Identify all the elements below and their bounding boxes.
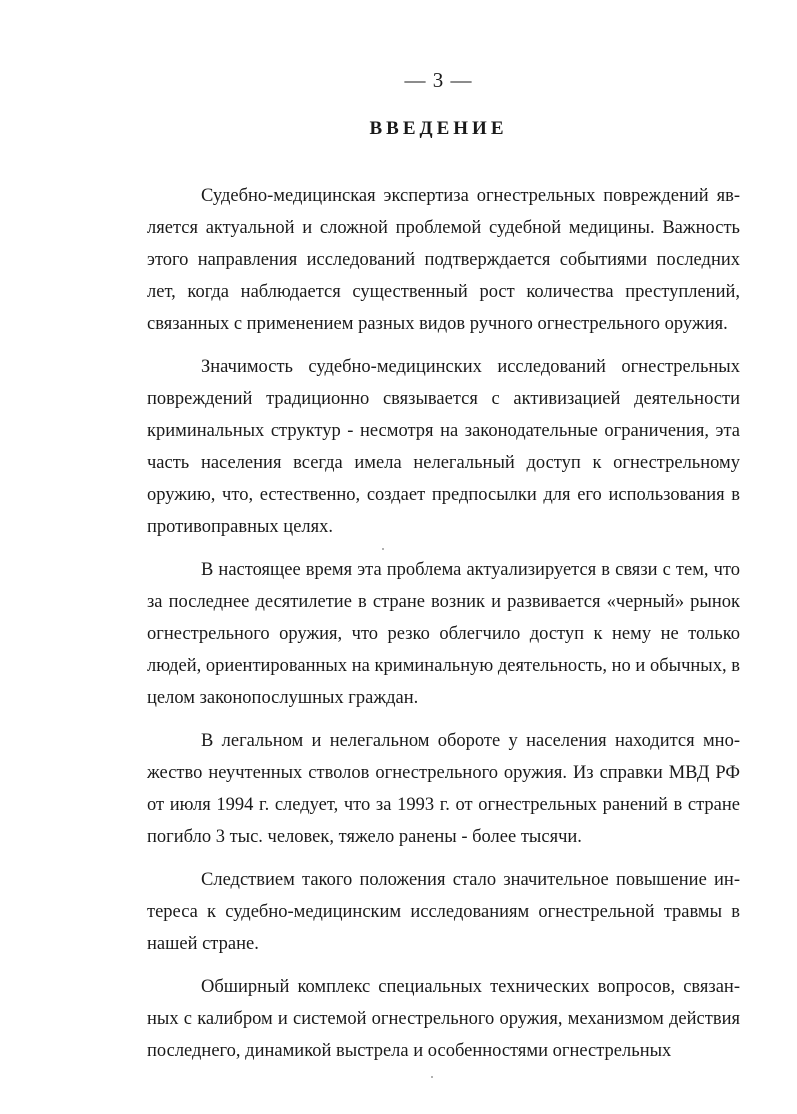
paragraph: Значимость судебно-медицинских исследований огнестрельных повреждений традиционно связывается с активизацией деятельности криминальных структур - несмотря на законодательные ограничения, эта часть населения всегда имела нелегальный доступ к огнестрельному оружию, что, естественно, создает предпосылки для его использования в противоправных целях.	[147, 356, 740, 538]
paragraph: В настоящее время эта проблема актуализируется в связи с тем, что за последнее десятилетие в стране возник и развивается «черный» рынок огнестрельного оружия, что резко облегчило доступ к нему не только людей, ориентированных на криминальную деятельность, но и обычных, в целом законопослушных граждан.	[147, 560, 740, 709]
section-title: ВВЕДЕНИЕ	[369, 118, 508, 139]
paragraph: Следствием такого положения стало значительное повышение интереса к судебно-медицинским исследованиям огнестрельной травмы в нашей стране.	[147, 869, 740, 955]
scan-speck	[431, 1076, 433, 1078]
paragraph: Обширный комплекс специальных технических вопросов, связанных с калибром и системой огнестрельного оружия, механизмом действия последнего, динамикой выстрела и особенностями огнестрельных	[147, 976, 740, 1061]
scan-speck	[382, 548, 384, 550]
body-text	[147, 180, 740, 1077]
page-number: — 3 —	[404, 68, 473, 92]
paragraph: Судебно-медицинская экспертиза огнестрельных повреждений является актуальной и сложной проблемой судебной медицины. Важность этого направления исследований подтверждается событиями последних лет, когда наблюдается существенный рост количества преступлений, связанных с применением разных видов ручного огнестрельного оружия.	[147, 186, 740, 335]
paragraph: В легальном и нелегальном обороте у населения находится множество неучтенных стволов огнестрельного оружия. Из справки МВД РФ от июля 1994 г. следует, что за 1993 г. от огнестрельных ранений в стране погибло 3 тыс. человек, тяжело ранены - более тысячи.	[147, 731, 740, 848]
